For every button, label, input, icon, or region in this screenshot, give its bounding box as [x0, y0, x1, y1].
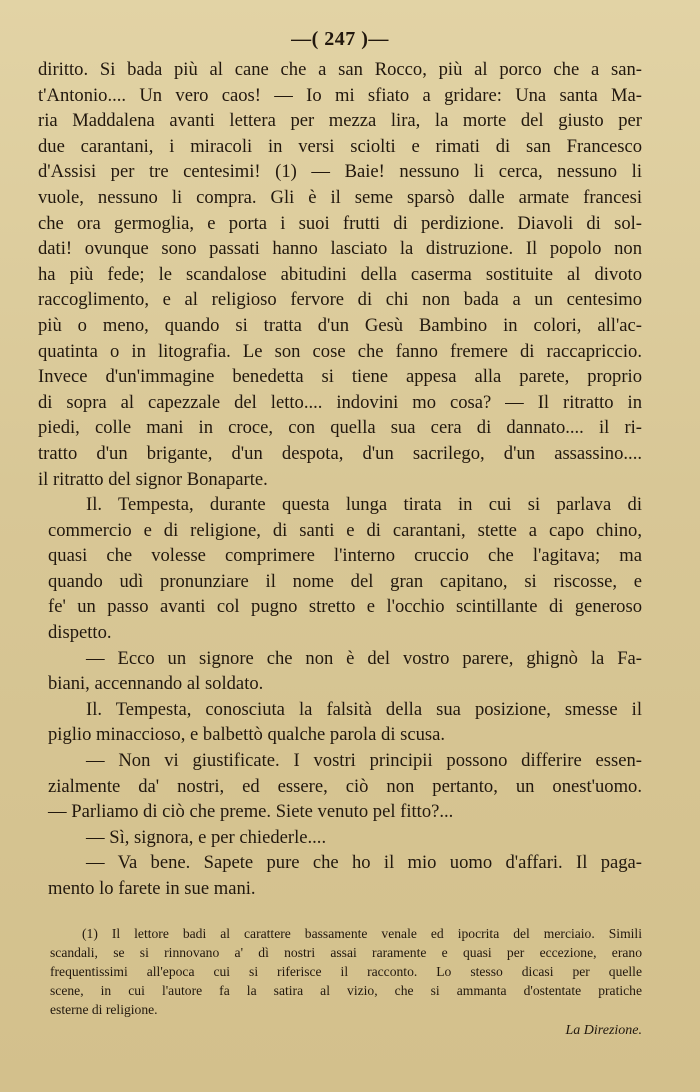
text-line: — Non vi giustificate. I vostri principii possono differire essen- — [86, 750, 642, 772]
text-line: t'Antonio.... Un vero caos! — Io mi sfiato a gridare: Una santa Ma- — [38, 84, 642, 106]
text-line: vuole, nessuno li compra. Gli è il seme sparsò dalle armate francesi — [38, 186, 642, 208]
main-text — [38, 57, 642, 902]
text-line: biani, accennando al soldato. — [48, 673, 264, 695]
text-line: — Ecco un signore che non è del vostro parere, ghignò la Fa- — [86, 647, 642, 669]
footnote-line: frequentissimi all'epoca cui si riferisce il racconto. Lo stesso dicasi per quelle — [50, 963, 642, 979]
text-line: diritto. Si bada più al cane che a san Rocco, più al porco che a san- — [38, 59, 642, 80]
text-line: dispetto. — [48, 622, 112, 644]
footnote-spacer — [38, 902, 642, 924]
text-line: — Parliamo di ciò che preme. Siete venuto pel fitto?... — [48, 801, 454, 823]
footnote-line: scene, in cui l'autore fa la satira al vizio, che si ammanta d'ostentate pratiche — [50, 982, 642, 998]
text-line: piedi, colle mani in croce, con quella sua cera di dannato.... il ri- — [38, 417, 642, 439]
text-line: zialmente da' nostri, ed essere, ciò non pertanto, un onest'uomo. — [48, 775, 642, 797]
text-line: di sopra al capezzale del letto.... indovini mo cosa? — Il ritratto in — [38, 391, 642, 413]
text-line: Invece d'un'immagine benedetta si tiene appesa alla parete, proprio — [38, 366, 642, 388]
text-line: tratto d'un brigante, d'un despota, d'un sacrilego, d'un assassino.... — [38, 442, 642, 464]
text-line: — Va bene. Sapete pure che ho il mio uomo d'affari. Il paga- — [86, 852, 642, 874]
text-line: Il. Tempesta, conosciuta la falsità della sua posizione, smesse il — [86, 698, 642, 720]
text-line: dati! ovunque sono passati hanno lasciato la distruzione. Il popolo non — [38, 238, 642, 260]
text-line: d'Assisi per tre centesimi! (1) — Baie! nessuno li cerca, nessuno li — [38, 161, 642, 183]
footnote-line: scandali, se si rinnovano a' dì nostri assai raramente e quasi per eccezione, erano — [50, 944, 642, 960]
text-line: più o meno, quando si tratta d'un Gesù Bambino in colori, all'ac- — [38, 314, 642, 336]
text-line: fe' un passo avanti col pugno stretto e l'occhio scintillante di generoso — [48, 596, 642, 618]
text-line: quando udì pronunziare il nome del gran capitano, si riscosse, e — [48, 570, 642, 592]
text-line: mento lo farete in sue mani. — [48, 878, 256, 899]
footnote-line: esterne di religione. — [50, 1001, 158, 1017]
text-line: raccoglimento, e al religioso fervore di chi non bada a un centesimo — [38, 289, 642, 311]
footnote — [38, 924, 642, 1019]
text-line: quatinta o in litografia. Le son cose che fanno fremere di raccapriccio. — [38, 340, 642, 362]
text-line: quasi che volesse comprimere l'interno cruccio che l'agitava; ma — [48, 545, 642, 567]
text-line: piglio minaccioso, e balbettò qualche parola di scusa. — [48, 724, 446, 746]
text-line: che ora germoglia, e porta i suoi frutti di perdizione. Diavoli di sol- — [38, 212, 642, 234]
text-line: due carantani, i miracoli in versi sciolti e rimati di san Francesco — [38, 135, 642, 157]
text-line: ria Maddalena avanti lettera per mezza lira, la morte del giusto per — [38, 110, 642, 132]
footnote-signature: La Direzione. — [565, 1022, 642, 1038]
text-line: il ritratto del signor Bonaparte. — [38, 468, 268, 490]
text-line: ha più fede; le scandalose abitudini della caserma sostituite al divoto — [38, 263, 642, 285]
text-line: commercio e di religione, di santi e di carantani, stette a capo chino, — [48, 519, 642, 541]
page-number: —( 247 )— — [291, 28, 389, 50]
text-line: — Sì, signora, e per chiederle.... — [86, 826, 327, 848]
footnote-line: (1) Il lettore badi al carattere bassamente venale ed ipocrita del merciaio. Simili — [82, 925, 642, 941]
text-line: Il. Tempesta, durante questa lunga tirata in cui si parlava di — [86, 494, 642, 516]
